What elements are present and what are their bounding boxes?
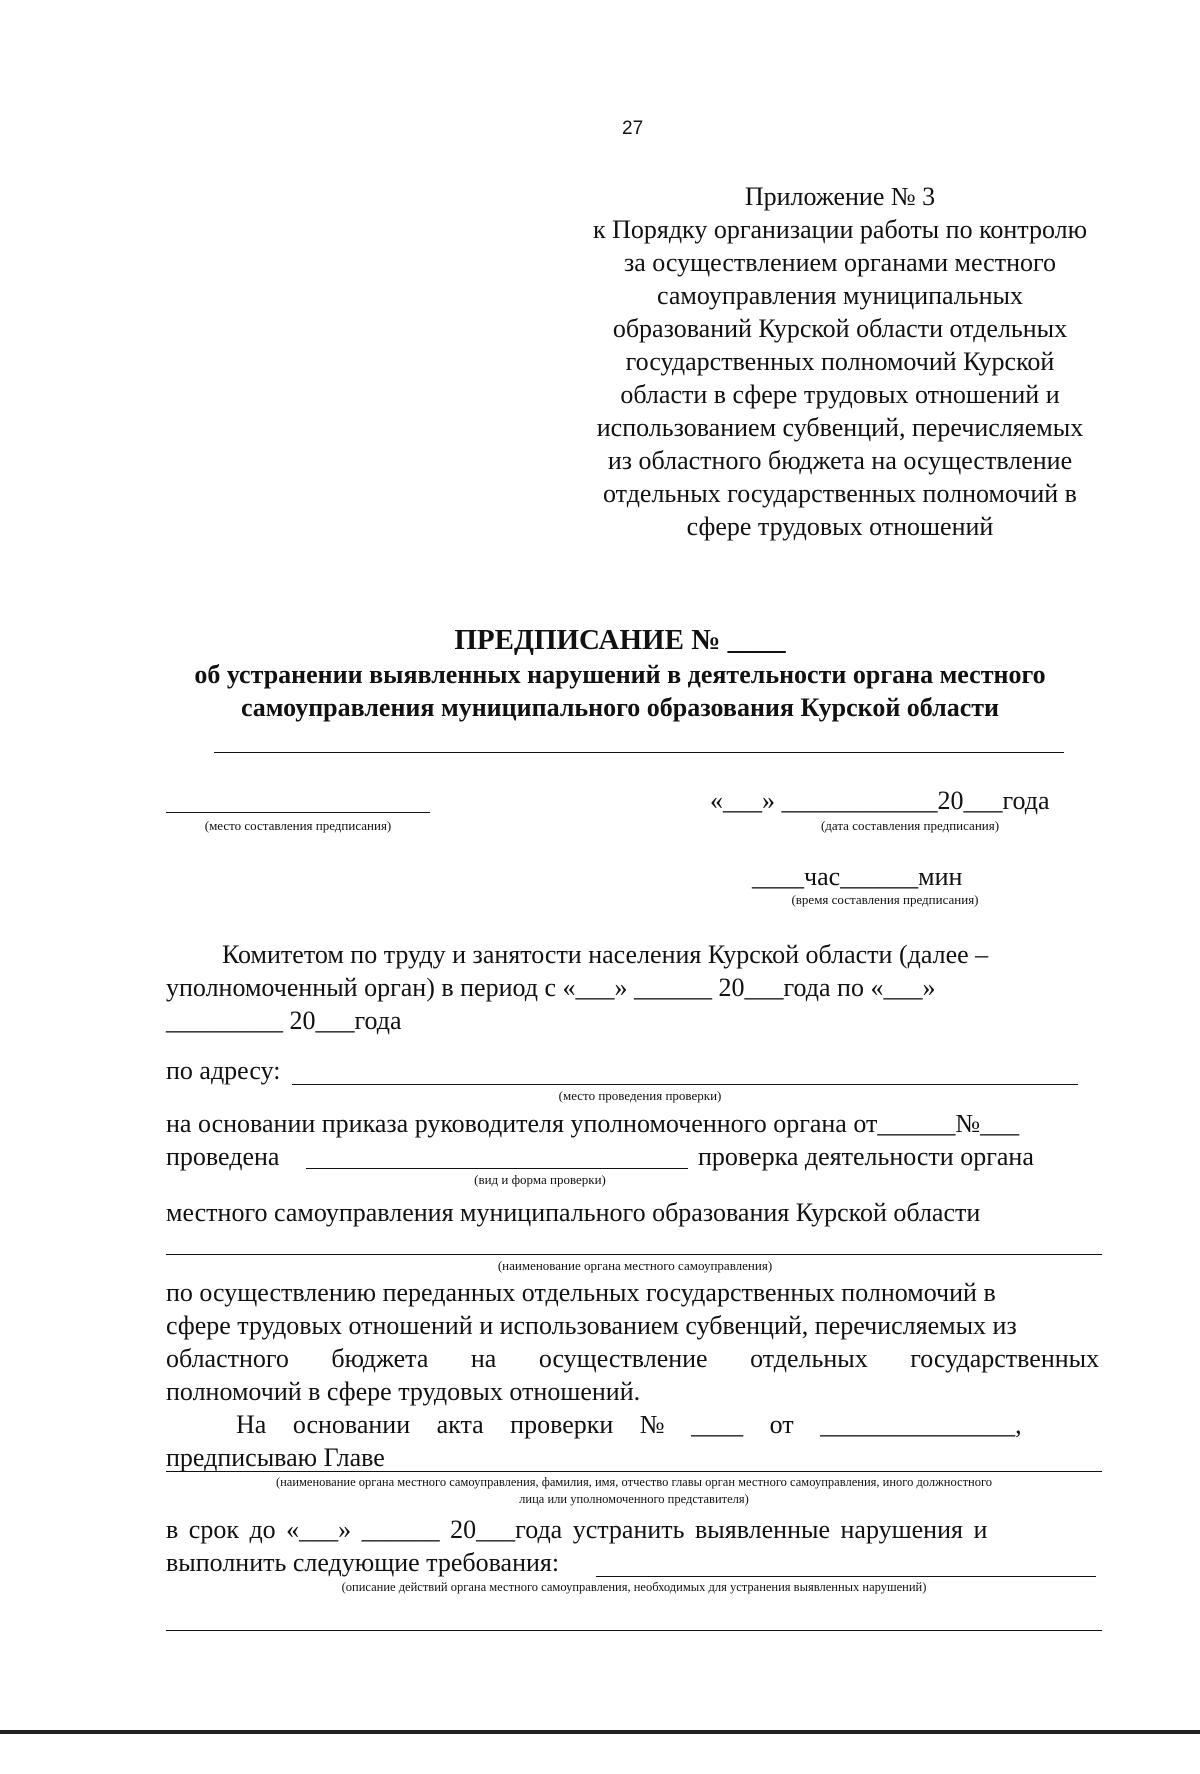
title-underline — [214, 752, 1064, 753]
paragraph-2-line-4: полномочий в сфере трудовых отношений. — [166, 1377, 641, 1406]
paragraph-1-line-1: Комитетом по труду и занятости населения Курской области (далее – — [222, 940, 989, 969]
address-field-line[interactable] — [292, 1084, 1078, 1085]
appendix-line: использованием субвенций, перечисляемых — [596, 413, 1084, 442]
appendix-line: образований Курской области отдельных — [612, 314, 1068, 343]
head-caption-1: (наименование органа местного самоуправления, фамилия, имя, отчество главы орган местного самоуправления, иного должностного — [275, 1475, 993, 1489]
appendix-line: государственных полномочий Курской — [625, 347, 1055, 376]
appendix-block — [560, 180, 1120, 543]
appendix-line: самоуправления муниципальных — [656, 281, 1024, 310]
place-caption: (место составления предписания) — [204, 818, 392, 833]
prescribe-line: предписываю Главе — [166, 1443, 385, 1472]
document-subtitle-line-2: самоуправления муниципального образования Курской области — [240, 693, 1000, 722]
paragraph-1-line-2: уполномоченный орган) в период с «___» ______ 20___года по «___» — [166, 973, 936, 1002]
act-line: На основании акта проверки № ____ от _______________, — [236, 1410, 1022, 1439]
paragraph-2-line-2: сфере трудовых отношений и использованием субвенций, перечисляемых из — [166, 1311, 1017, 1340]
appendix-line: Приложение № 3 — [744, 182, 936, 211]
appendix-line: отдельных государственных полномочий в — [603, 479, 1077, 508]
paragraph-2-line-3: областного бюджета на осуществление отдельных государственных — [166, 1344, 1100, 1373]
body-name-field-line[interactable] — [166, 1254, 1102, 1255]
check-caption: (вид и форма проверки) — [474, 1172, 606, 1187]
order-line: на основании приказа руководителя уполномоченного органа от______№___ — [166, 1109, 1020, 1138]
requirements-field-line[interactable] — [596, 1576, 1096, 1577]
page-number: 27 — [622, 118, 644, 139]
appendix-line: из областного бюджета на осуществление — [607, 446, 1073, 475]
appendix-line: области в сфере трудовых отношений и — [620, 380, 1060, 409]
address-caption: (место проведения проверки) — [558, 1088, 722, 1103]
document-subtitle-line-1: об устранении выявленных нарушений в деятельности органа местного — [194, 660, 1046, 689]
conducted-label: проведена — [166, 1142, 280, 1171]
appendix-line: к Порядку организации работы по контролю — [592, 215, 1088, 244]
requirements-line: выполнить следующие требования: — [166, 1548, 560, 1577]
place-field-line[interactable] — [166, 812, 430, 813]
appendix-line: за осуществлением органами местного — [623, 248, 1057, 277]
address-label: по адресу: — [166, 1056, 281, 1085]
paragraph-1-line-3: _________ 20___года — [166, 1006, 402, 1035]
time-field[interactable]: ____час______мин — [752, 862, 963, 891]
body-line: местного самоуправления муниципального образования Курской области — [166, 1198, 981, 1227]
head-field-line[interactable] — [166, 1471, 1102, 1472]
body-caption: (наименование органа местного самоуправления) — [497, 1258, 773, 1273]
date-field[interactable]: «___» ____________20___года — [710, 786, 1050, 815]
head-caption-2: лица или уполномоченного представителя) — [519, 1492, 749, 1506]
conducted-rest: проверка деятельности органа — [698, 1142, 1034, 1171]
bottom-rule — [0, 1730, 1200, 1734]
date-caption: (дата составления предписания) — [820, 818, 1000, 833]
actions-field-line[interactable] — [166, 1630, 1102, 1631]
document-title: ПРЕДПИСАНИЕ № ____ — [454, 624, 786, 656]
time-caption: (время составления предписания) — [791, 892, 979, 907]
actions-caption: (описание действий органа местного самоуправления, необходимых для устранения выявленных нарушений) — [341, 1580, 927, 1594]
check-type-field-line[interactable] — [306, 1168, 688, 1169]
appendix-line: сфере трудовых отношений — [686, 512, 994, 541]
paragraph-2-line-1: по осуществлению переданных отдельных государственных полномочий в — [166, 1278, 996, 1307]
deadline-line: в срок до «___» ______ 20___года устранить выявленные нарушения и — [166, 1515, 988, 1544]
